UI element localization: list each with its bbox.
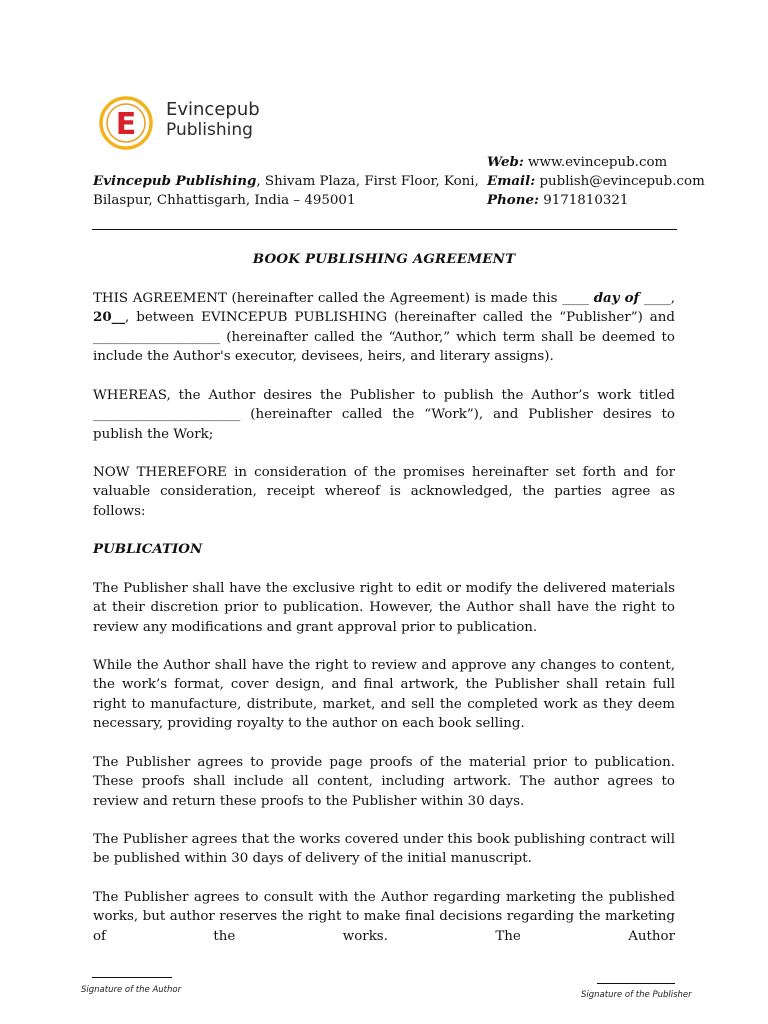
logo-wordmark xyxy=(166,100,260,140)
web-row xyxy=(487,153,705,172)
header-divider xyxy=(92,229,677,230)
phone-row xyxy=(487,191,705,210)
email-label: Email: xyxy=(487,173,536,190)
paragraph-marketing: The Publisher agrees to consult with the Author regarding marketing the published works, but author reserves the right to make final decisions regarding the marketing of the works. The Author xyxy=(93,890,675,944)
p1-text-a: THIS AGREEMENT (hereinafter called the Agreement) is made this ____ xyxy=(93,291,594,306)
logo-name-line2: Publishing xyxy=(166,120,253,140)
document-title: BOOK PUBLISHING AGREEMENT xyxy=(252,251,516,267)
email-value: publish@evincepub.com xyxy=(539,174,705,190)
phone-value: 9171810321 xyxy=(543,193,629,209)
paragraph-whereas: WHEREAS, the Author desires the Publisher to publish the Author’s work titled ______________________ (hereinafter called the “Work”), and Publisher desires to publish the Work; xyxy=(93,388,675,442)
p1-text-b: ____, xyxy=(639,291,675,306)
address-line1: , Shivam Plaza, First Floor, Koni, xyxy=(256,174,479,189)
author-signature-line xyxy=(92,977,172,978)
p1-day-of: day of xyxy=(593,290,640,306)
phone-label: Phone: xyxy=(487,192,539,209)
address-line2: Bilaspur, Chhattisgarh, India – 495001 xyxy=(93,193,356,209)
p1-year: 20__ xyxy=(93,309,126,326)
paragraph-review-rights: While the Author shall have the right to review and approve any changes to content, the work’s format, cover design, and final artwork, the Publisher shall retain full right to manufacture, distribute, market, and sell the completed work as they deem necessary, providing royalty to the author on each book selling. xyxy=(93,658,675,731)
paragraph-editing-rights: The Publisher shall have the exclusive right to edit or modify the delivered materials at their discretion prior to publication. However, the Author shall have the right to review any modifications and grant approval prior to publication. xyxy=(93,581,675,635)
section-heading-publication: PUBLICATION xyxy=(93,541,203,557)
contact-block xyxy=(487,153,705,211)
web-value: www.evincepub.com xyxy=(528,155,668,170)
company-name: Evincepub Publishing xyxy=(93,173,257,189)
p1-text-c: , between EVINCEPUB PUBLISHING (hereinafter called the “Publisher”) and ___________________ (hereinafter called the “Author,” which term shall be deemed to include the Author's executor, devisees, heirs, and literary assigns). xyxy=(93,310,675,364)
publisher-signature-label: Signature of the Publisher xyxy=(581,990,692,1000)
publisher-signature-line xyxy=(597,983,675,984)
logo-letter: E xyxy=(115,107,137,142)
author-signature-label: Signature of the Author xyxy=(81,985,182,995)
web-label: Web: xyxy=(487,154,524,170)
logo-name-line1: Evincepub xyxy=(166,99,260,120)
paragraph-now-therefore: NOW THEREFORE in consideration of the promises hereinafter set forth and for valuable consideration, receipt whereof is acknowledged, the parties agree as follows: xyxy=(93,465,675,519)
paragraph-agreement xyxy=(93,289,675,366)
company-address xyxy=(93,172,479,210)
paragraph-page-proofs: The Publisher agrees to provide page proofs of the material prior to publication. These proofs shall include all content, including artwork. The author agrees to review and return these proofs to the Publisher within 30 days. xyxy=(93,755,675,809)
email-row xyxy=(487,172,705,191)
paragraph-publication-timeline: The Publisher agrees that the works covered under this book publishing contract will be published within 30 days of delivery of the initial manuscript. xyxy=(93,832,675,867)
